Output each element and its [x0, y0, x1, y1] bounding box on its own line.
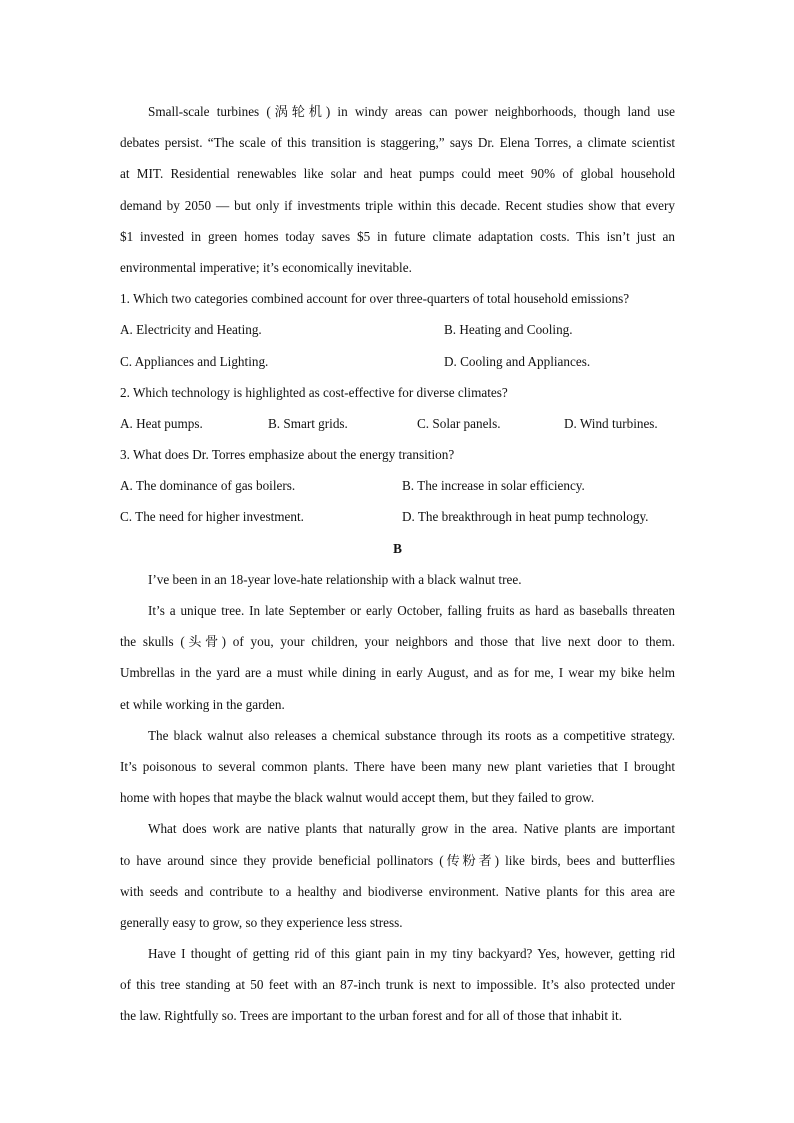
passage-b-line: the skulls (头骨) of you, your children, your neighbors and those that live next door to them. [120, 634, 675, 650]
passage-b-line: It’s poisonous to several common plants. There have been many new plant varieties that I brought [120, 758, 675, 774]
option-b: B. The increase in solar efficiency. [402, 478, 585, 494]
question-stem: 1. Which two categories combined account for over three-quarters of total household emissions? [120, 291, 630, 307]
option-c: C. Solar panels. [417, 415, 501, 431]
passage-b-line: generally easy to grow, so they experience less stress. [120, 914, 403, 930]
question-stem: 3. What does Dr. Torres emphasize about the energy transition? [120, 447, 455, 463]
option-b: B. Heating and Cooling. [444, 322, 573, 338]
option-row [120, 501, 675, 532]
passage-b-line: Have I thought of getting rid of this giant pain in my tiny backyard? Yes, however, getting rid [148, 946, 675, 962]
passage-b-line: The black walnut also releases a chemical substance through its roots as a competitive strategy. [148, 727, 675, 743]
passage-b-line: home with hopes that maybe the black walnut would accept them, but they failed to grow. [120, 790, 595, 806]
option-d: D. Cooling and Appliances. [444, 353, 591, 369]
option-c: C. The need for higher investment. [120, 509, 304, 525]
passage-b-line: of this tree standing at 50 feet with an 87-inch trunk is next to impossible. It’s also protected under [120, 977, 675, 993]
passage-b-line: What does work are native plants that naturally grow in the area. Native plants are important [148, 821, 675, 837]
option-row [120, 346, 675, 377]
passage-a-line: debates persist. “The scale of this transition is staggering,” says Dr. Elena Torres, a climate scientist [120, 135, 675, 151]
option-b: B. Smart grids. [268, 415, 348, 431]
passage-b-line: the law. Rightfully so. Trees are important to the urban forest and for all of those that inhabit it. [120, 1008, 622, 1024]
section-heading: B [393, 540, 402, 556]
option-d: D. Wind turbines. [564, 415, 658, 431]
option-a: A. Electricity and Heating. [120, 322, 262, 338]
option-row [120, 470, 675, 501]
option-row [120, 314, 675, 345]
option-row [120, 408, 675, 439]
option-c: C. Appliances and Lighting. [120, 353, 269, 369]
passage-b-line: with seeds and contribute to a healthy and biodiverse environment. Native plants for this area are [120, 883, 675, 899]
option-a: A. Heat pumps. [120, 415, 203, 431]
passage-b-line: I’ve been in an 18-year love-hate relationship with a black walnut tree. [148, 571, 522, 587]
passage-a-line: $1 invested in green homes today saves $5 in future climate adaptation costs. This isn’t just an [120, 228, 675, 244]
passage-a-line: at MIT. Residential renewables like solar and heat pumps could meet 90% of global household [120, 166, 675, 182]
passage-b-line: Umbrellas in the yard are a must while dining in early August, and as for me, I wear my bike helm [120, 665, 675, 681]
exam-page [120, 96, 675, 1032]
passage-b-line: to have around since they provide beneficial pollinators (传粉者) like birds, bees and butterflies [120, 852, 675, 868]
option-a: A. The dominance of gas boilers. [120, 478, 296, 494]
passage-a-line: demand by 2050 — but only if investments triple within this decade. Recent studies show that every [120, 197, 675, 213]
passage-b-line: It’s a unique tree. In late September or early October, falling fruits as hard as baseballs threaten [148, 603, 675, 618]
passage-a-line: Small-scale turbines (涡轮机) in windy areas can power neighborhoods, though land use [148, 104, 675, 119]
option-d: D. The breakthrough in heat pump technology. [402, 509, 649, 525]
passage-a-line: environmental imperative; it’s economically inevitable. [120, 259, 412, 275]
passage-b-line: et while working in the garden. [120, 696, 285, 712]
question-stem: 2. Which technology is highlighted as cost-effective for diverse climates? [120, 384, 508, 400]
